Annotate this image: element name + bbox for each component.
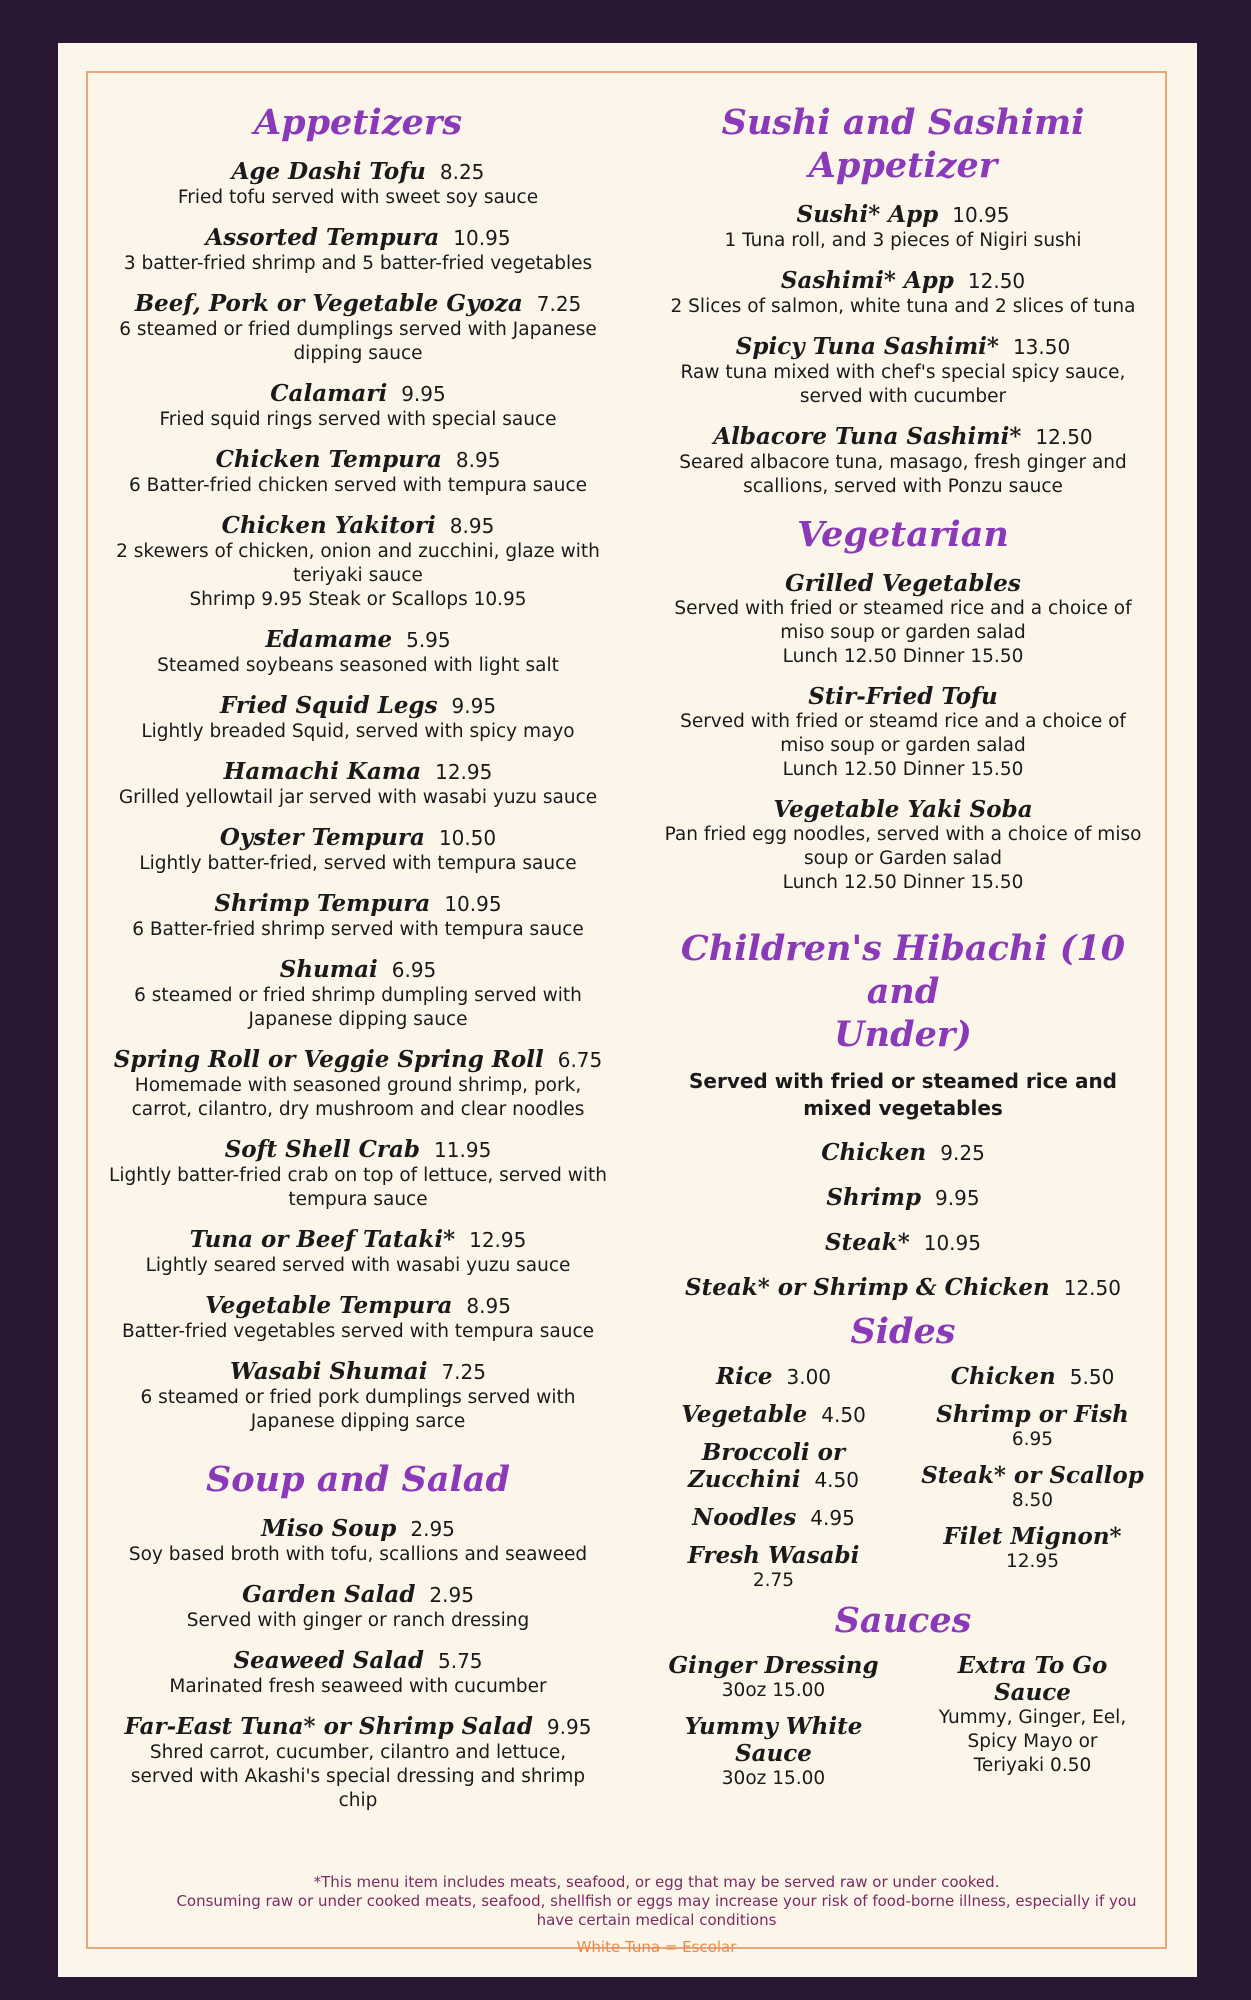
menu-item [648, 1274, 1158, 1302]
item-name: Chicken [821, 1139, 927, 1166]
item-name: Calamari [270, 380, 388, 407]
item-price: 8.50 [1011, 1490, 1054, 1511]
item-description: 2 Slices of salmon, white tuna and 2 slices of tuna [670, 296, 1136, 317]
item-description: Teriyaki 0.50 [973, 1755, 1092, 1776]
menu-item [108, 1358, 608, 1434]
item-name-line [108, 1358, 608, 1386]
item-name: Shrimp Tempura [214, 890, 431, 917]
left-column [108, 101, 608, 1813]
item-price: 12.95 [1006, 1551, 1059, 1572]
item-description: soup or Garden salad [804, 848, 1002, 869]
item-name-line [108, 1581, 608, 1609]
item-price: 5.75 [438, 1649, 483, 1673]
white-tuna-note: White Tuna = Escolar [576, 1938, 737, 1956]
item-description: Grilled yellowtail jar served with wasabi yuzu sauce [118, 787, 598, 808]
item-name: Spicy Tuna Sashimi* [735, 333, 999, 360]
item-description: Lunch 12.50 Dinner 15.50 [782, 646, 1024, 667]
menu-border [86, 71, 1167, 1956]
item-price: 8.25 [439, 160, 485, 184]
menu-page [58, 43, 1197, 1977]
item-price: 4.50 [821, 1403, 866, 1427]
menu-item [108, 626, 608, 678]
item-description: carrot, cilantro, dry mushroom and clear noodles [131, 1099, 585, 1120]
item-description: Shrimp 9.95 Steak or Scallops 10.95 [189, 589, 527, 610]
item-name: Extra To Go [957, 1652, 1108, 1679]
item-name-line [648, 1504, 899, 1532]
menu-item [108, 446, 608, 498]
item-name-line [648, 683, 1158, 710]
item-name: Zucchini [688, 1466, 801, 1493]
item-price: 11.95 [434, 1138, 492, 1162]
sushi-heading-line: Sushi and Sashimi [721, 102, 1085, 143]
menu-item [907, 1401, 1158, 1452]
menu-item [108, 1713, 608, 1813]
menu-item [108, 956, 608, 1032]
menu-item [648, 333, 1158, 409]
item-price: 9.25 [940, 1141, 985, 1165]
appetizers-heading: Appetizers [253, 102, 463, 143]
item-name: Fried Squid Legs [219, 692, 438, 719]
menu-item [108, 890, 608, 942]
item-price: 8.95 [455, 448, 501, 472]
item-name: Stir-Fried Tofu [808, 683, 998, 710]
item-price: 2.75 [752, 1570, 795, 1591]
children-heading-line: Under) [834, 1014, 972, 1055]
item-name-line [648, 1542, 899, 1569]
children-note-line: mixed vegetables [803, 1096, 1003, 1120]
item-description: Lunch 12.50 Dinner 15.50 [782, 759, 1024, 780]
item-name: Edamame [265, 626, 393, 653]
item-name-line [907, 1523, 1158, 1550]
item-name-line [648, 1401, 899, 1429]
item-name: Spring Roll or Veggie Spring Roll [113, 1046, 544, 1073]
menu-item [108, 824, 608, 876]
item-description: 6 Batter-fried shrimp served with tempura sauce [132, 919, 584, 940]
item-name-line [648, 1229, 1158, 1257]
menu-item [108, 692, 608, 744]
menu-item [108, 758, 608, 810]
item-name: Garden Salad [242, 1581, 416, 1608]
item-name: Noodles [692, 1504, 797, 1531]
item-description: tempura sauce [288, 1189, 428, 1210]
disclaimer-line: have certain medical conditions [536, 1911, 777, 1929]
item-name-line [907, 1679, 1158, 1706]
menu-item [108, 1226, 608, 1278]
item-name: Steak* or Shrimp & Chicken [685, 1274, 1050, 1301]
item-description: 2 skewers of chicken, onion and zucchini, glaze with [116, 541, 600, 562]
item-name-line [108, 224, 608, 252]
item-description: dipping sauce [293, 343, 423, 364]
menu-item [648, 1713, 899, 1791]
item-price: 13.50 [1012, 335, 1071, 359]
item-description: Homemade with seasoned ground shrimp, pork, [134, 1075, 582, 1096]
item-description: miso soup or garden salad [780, 622, 1026, 643]
children-note [648, 1068, 1158, 1122]
item-name: Assorted Tempura [205, 224, 440, 251]
menu-item [648, 1184, 1158, 1212]
sauces-right [907, 1642, 1158, 1791]
item-description: served with Akashi's special dressing and shrimp [130, 1766, 586, 1787]
item-description: 6 steamed or fried pork dumplings served with [140, 1387, 576, 1408]
menu-item [648, 1439, 899, 1494]
item-description: teriyaki sauce [293, 565, 423, 586]
item-description: Lightly batter-fried crab on top of lettuce, served with [109, 1165, 607, 1186]
item-name: Miso Soup [261, 1515, 397, 1542]
item-name: Steak* or Scallop [921, 1462, 1144, 1489]
menu-item [108, 1581, 608, 1633]
item-name-line [907, 1363, 1158, 1391]
item-name: Yummy White [684, 1713, 863, 1740]
item-name: Steak* [825, 1229, 910, 1256]
item-price: 10.50 [438, 826, 497, 850]
item-description: 30oz 15.00 [721, 1768, 826, 1789]
menu-item [648, 1542, 899, 1593]
item-name: Fresh Wasabi [687, 1542, 860, 1569]
item-name: Ginger Dressing [668, 1652, 879, 1679]
item-name: Far-East Tuna* or Shrimp Salad [124, 1713, 533, 1740]
item-name-line [648, 1184, 1158, 1212]
item-price: 10.95 [952, 203, 1010, 227]
item-description: chip [338, 1790, 378, 1811]
item-name-line [648, 1713, 899, 1740]
item-price: 5.50 [1069, 1365, 1115, 1389]
item-price: 10.95 [444, 892, 502, 916]
item-name: Wasabi Shumai [230, 1358, 428, 1385]
menu-item [108, 1515, 608, 1567]
item-description: Japanese dipping sarce [250, 1411, 466, 1432]
item-name-line [648, 201, 1158, 229]
item-name-line [648, 1652, 899, 1679]
item-description: Japanese dipping sauce [248, 1009, 468, 1030]
item-name-line [108, 290, 608, 318]
item-price: 9.95 [546, 1715, 592, 1739]
item-description: Spicy Mayo or [967, 1731, 1098, 1752]
item-name-line [907, 1462, 1158, 1489]
sides-grid [648, 1353, 1158, 1593]
item-name: Filet Mignon* [943, 1523, 1122, 1550]
item-price: 12.50 [1035, 425, 1093, 449]
item-name: Beef, Pork or Vegetable Gyoza [134, 290, 523, 317]
item-name-line [648, 423, 1158, 451]
menu-item [108, 158, 608, 210]
item-description: scallions, served with Ponzu sauce [743, 476, 1063, 497]
item-name: Hamachi Kama [223, 758, 422, 785]
item-name: Age Dashi Tofu [231, 158, 426, 185]
item-description: miso soup or garden salad [780, 735, 1026, 756]
item-description: Served with fried or steamed rice and a choice of [674, 598, 1132, 619]
item-name-line [108, 512, 608, 540]
item-price: 6.95 [391, 958, 437, 982]
menu-item [108, 512, 608, 612]
item-name: Soft Shell Crab [224, 1136, 421, 1163]
menu-item [108, 1046, 608, 1122]
menu-item [108, 1292, 608, 1344]
item-price: 10.95 [453, 226, 511, 250]
disclaimer-line: *This menu item includes meats, seafood, or egg that may be served raw or under cooked. [313, 1873, 1000, 1891]
item-description: Marinated fresh seaweed with cucumber [169, 1676, 547, 1697]
right-column [648, 101, 1158, 1791]
item-description: 30oz 15.00 [721, 1680, 826, 1701]
sauces-grid [648, 1642, 1158, 1791]
vegetarian-list [648, 570, 1158, 895]
item-name-line [648, 796, 1158, 823]
menu-item [108, 290, 608, 366]
item-name: Seaweed Salad [233, 1647, 424, 1674]
item-name-line [108, 1226, 608, 1254]
item-description: Lightly batter-fried, served with tempura sauce [139, 853, 577, 874]
item-description: 6 Batter-fried chicken served with tempura sauce [128, 475, 588, 496]
item-name: Sushi* App [796, 201, 939, 228]
menu-item [648, 1139, 1158, 1167]
item-price: 7.25 [441, 1360, 486, 1384]
item-name-line [108, 626, 608, 654]
appetizers-list [108, 158, 608, 1434]
menu-item [108, 224, 608, 276]
sushi-list [648, 201, 1158, 499]
menu-item [648, 1504, 899, 1532]
item-description: Seared albacore tuna, masago, fresh ginger and [679, 452, 1127, 473]
item-name-line [108, 692, 608, 720]
menu-item [108, 380, 608, 432]
item-name-line [648, 1139, 1158, 1167]
item-name: Albacore Tuna Sashimi* [713, 423, 1022, 450]
item-price: 6.75 [557, 1048, 603, 1072]
item-name-line [907, 1401, 1158, 1428]
item-price: 4.50 [814, 1468, 859, 1492]
item-name: Shrimp [826, 1184, 922, 1211]
item-name-line [108, 158, 608, 186]
item-description: Fried squid rings served with special sauce [159, 409, 557, 430]
menu-item [648, 1363, 899, 1391]
item-price: 6.95 [1011, 1429, 1054, 1450]
item-price: 10.95 [923, 1231, 981, 1255]
item-name-line [108, 446, 608, 474]
item-price: 5.95 [406, 628, 451, 652]
item-name-line [648, 1439, 899, 1466]
item-name-line [648, 1740, 899, 1767]
item-price: 8.95 [466, 1294, 511, 1318]
menu-item [648, 1229, 1158, 1257]
item-name-line [648, 333, 1158, 361]
menu-item [648, 201, 1158, 253]
item-description: Steamed soybeans seasoned with light salt [157, 655, 559, 676]
item-name: Sauce [735, 1740, 812, 1767]
item-name: Oyster Tempura [219, 824, 425, 851]
item-name: Vegetable [681, 1401, 808, 1428]
sushi-heading-line: Appetizer [808, 145, 998, 186]
item-price: 2.95 [410, 1517, 455, 1541]
item-price: 2.95 [429, 1583, 474, 1607]
menu-item [648, 423, 1158, 499]
disclaimer-line: Consuming raw or under cooked meats, seafood, shellfish or eggs may increase your risk of food-borne illness, especially if you [176, 1892, 1137, 1910]
vegetarian-heading: Vegetarian [797, 514, 1009, 555]
item-name-line [648, 1274, 1158, 1302]
menu-item [907, 1363, 1158, 1391]
soup-salad-list [108, 1515, 608, 1813]
item-name: Shrimp or Fish [936, 1401, 1129, 1428]
item-description: Yummy, Ginger, Eel, [938, 1707, 1127, 1728]
item-description: Lightly breaded Squid, served with spicy mayo [141, 721, 575, 742]
item-name: Vegetable Yaki Soba [773, 796, 1033, 823]
menu-item [108, 1647, 608, 1699]
menu-item [648, 1401, 899, 1429]
item-price: 8.95 [449, 514, 495, 538]
item-description: Raw tuna mixed with chef's special spicy sauce, [680, 362, 1126, 383]
item-description: 1 Tuna roll, and 3 pieces of Nigiri sushi [724, 230, 1082, 251]
item-description: Batter-fried vegetables served with tempura sauce [121, 1321, 595, 1342]
item-name-line [648, 1363, 899, 1391]
item-name-line [108, 1515, 608, 1543]
item-description: served with cucumber [799, 386, 1007, 407]
item-price: 9.95 [401, 382, 446, 406]
sauces-left [648, 1642, 899, 1791]
item-name-line [108, 890, 608, 918]
item-name-line [108, 380, 608, 408]
children-list [648, 1139, 1158, 1302]
item-name-line [648, 570, 1158, 597]
menu-item [648, 267, 1158, 319]
item-name-line [108, 1713, 608, 1741]
item-description: Served with ginger or ranch dressing [186, 1610, 530, 1631]
item-name-line [108, 956, 608, 984]
item-description: 3 batter-fried shrimp and 5 batter-fried vegetables [123, 253, 593, 274]
item-name-line [108, 1647, 608, 1675]
item-price: 12.50 [967, 269, 1026, 293]
footer-disclaimer [116, 1873, 1197, 1957]
sides-heading: Sides [850, 1311, 956, 1352]
item-name-line [108, 1136, 608, 1164]
item-name: Chicken Yakitori [221, 512, 436, 539]
item-description: Fried tofu served with sweet soy sauce [177, 187, 539, 208]
item-name: Sauce [994, 1679, 1071, 1706]
soup-salad-heading: Soup and Salad [206, 1459, 510, 1500]
menu-item [648, 683, 1158, 782]
menu-item [907, 1652, 1158, 1778]
children-note-line: Served with fried or steamed rice and [689, 1069, 1117, 1093]
item-description: 6 steamed or fried dumplings served with Japanese [119, 319, 597, 340]
menu-item [907, 1462, 1158, 1513]
menu-item [108, 1136, 608, 1212]
sides-left [648, 1353, 899, 1593]
menu-item [648, 570, 1158, 669]
item-price: 3.00 [786, 1365, 832, 1389]
sauces-heading: Sauces [834, 1600, 972, 1641]
item-name-line [108, 1292, 608, 1320]
item-price: 9.95 [451, 694, 497, 718]
menu-item [648, 796, 1158, 895]
item-name-line [907, 1652, 1158, 1679]
item-name: Chicken Tempura [215, 446, 442, 473]
sushi-heading [648, 101, 1158, 187]
item-description: Lightly seared served with wasabi yuzu sauce [145, 1255, 571, 1276]
item-price: 9.95 [935, 1186, 980, 1210]
item-name: Chicken [950, 1363, 1056, 1390]
item-description: 6 steamed or fried shrimp dumpling served with [134, 985, 582, 1006]
item-price: 7.25 [536, 292, 582, 316]
item-description: Served with fried or steamd rice and a choice of [680, 711, 1126, 732]
item-name: Shumai [279, 956, 378, 983]
item-description: Pan fried egg noodles, served with a choice of miso [664, 824, 1142, 845]
menu-item [907, 1523, 1158, 1574]
item-name-line [108, 824, 608, 852]
item-price: 12.95 [469, 1228, 527, 1252]
item-name-line [108, 758, 608, 786]
item-name: Grilled Vegetables [785, 570, 1021, 597]
children-heading-line: Children's Hibachi (10 and [680, 928, 1126, 1012]
menu-item [648, 1652, 899, 1703]
item-name: Tuna or Beef Tataki* [189, 1226, 456, 1253]
item-name: Broccoli or [701, 1439, 846, 1466]
item-name-line [648, 267, 1158, 295]
item-name: Sashimi* App [780, 267, 954, 294]
item-description: Soy based broth with tofu, scallions and seaweed [128, 1544, 588, 1565]
item-name-line [108, 1046, 608, 1074]
sides-right [907, 1353, 1158, 1593]
item-name: Rice [715, 1363, 773, 1390]
item-price: 4.95 [810, 1506, 855, 1530]
item-price: 12.95 [435, 760, 493, 784]
item-description: Lunch 12.50 Dinner 15.50 [782, 872, 1024, 893]
item-name-line [648, 1466, 899, 1494]
item-price: 12.50 [1063, 1276, 1121, 1300]
children-heading [648, 927, 1158, 1056]
item-description: Shred carrot, cucumber, cilantro and lettuce, [149, 1742, 567, 1763]
item-name: Vegetable Tempura [205, 1292, 453, 1319]
